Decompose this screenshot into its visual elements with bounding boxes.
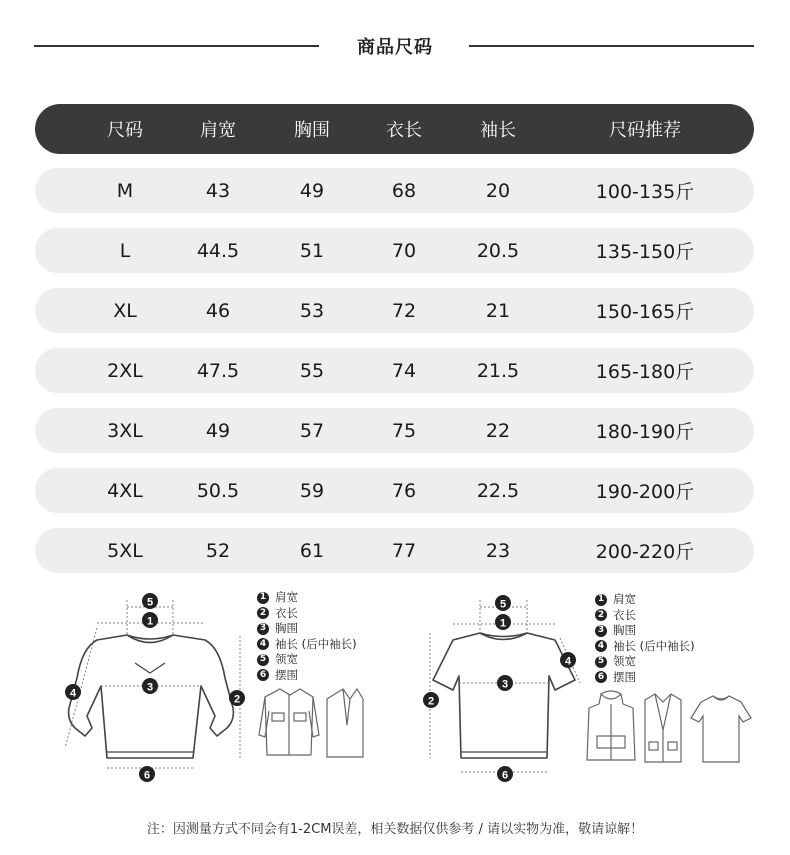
- legend-item: 3 胸围: [595, 623, 695, 639]
- cell-size: L: [119, 239, 131, 262]
- header-chest: 胸围: [294, 120, 330, 141]
- cell-recommend: 135-150斤: [595, 241, 695, 263]
- cell-chest: 57: [299, 419, 325, 442]
- legend-item: 6 摆围: [595, 670, 695, 686]
- cell-shoulder: 52: [205, 539, 231, 562]
- marker-3: [497, 675, 513, 691]
- cell-chest: 61: [299, 539, 325, 562]
- legend-item: 1 肩宽: [257, 590, 357, 606]
- cell-shoulder: 43: [205, 179, 231, 202]
- marker-1: [495, 614, 511, 630]
- page-title-row: [0, 30, 790, 60]
- cell-recommend: 200-220斤: [595, 541, 695, 563]
- cell-size: M: [116, 179, 134, 202]
- cell-chest: 53: [299, 299, 325, 322]
- table-row: [35, 408, 754, 453]
- cell-length: 76: [391, 479, 417, 502]
- table-row: [35, 468, 754, 513]
- legend-item: 2 衣长: [257, 606, 357, 622]
- svg-text:1: 1: [499, 617, 507, 630]
- cell-chest: 49: [299, 179, 325, 202]
- cell-chest: 51: [299, 239, 325, 262]
- header-recommend: 尺码推荐: [609, 120, 681, 141]
- table-row: [35, 528, 754, 573]
- cell-length: 74: [391, 359, 417, 382]
- cell-sleeve: 20: [485, 179, 511, 202]
- cell-size: 2XL: [107, 359, 143, 382]
- cell-sleeve: 22.5: [476, 479, 520, 502]
- table-row: [35, 288, 754, 333]
- marker-1: [142, 612, 158, 628]
- svg-text:2: 2: [427, 695, 435, 708]
- measure-legend-right: [595, 592, 695, 685]
- marker-4: [65, 684, 81, 700]
- legend-item: 5 领宽: [257, 652, 357, 668]
- cell-length: 75: [391, 419, 417, 442]
- cell-recommend: 150-165斤: [595, 301, 695, 323]
- svg-text:5: 5: [146, 596, 154, 609]
- cell-sleeve: 21.5: [476, 359, 520, 382]
- table-row: [35, 168, 754, 213]
- table-row: [35, 228, 754, 273]
- cell-shoulder: 50.5: [196, 479, 240, 502]
- cell-recommend: 100-135斤: [595, 181, 695, 203]
- cell-shoulder: 47.5: [196, 359, 240, 382]
- title-divider-left: [34, 45, 319, 47]
- marker-4: [560, 652, 576, 668]
- marker-5: [495, 595, 511, 611]
- cell-size: 4XL: [107, 479, 143, 502]
- cell-size: XL: [113, 299, 137, 322]
- svg-text:2: 2: [233, 693, 241, 706]
- marker-3: [142, 678, 158, 694]
- cell-sleeve: 22: [485, 419, 511, 442]
- cell-recommend: 190-200斤: [595, 481, 695, 503]
- svg-text:6: 6: [501, 769, 509, 782]
- cell-recommend: 165-180斤: [595, 361, 695, 383]
- cell-sleeve: 20.5: [476, 239, 520, 262]
- cell-chest: 59: [299, 479, 325, 502]
- header-length: 衣长: [386, 120, 422, 141]
- svg-text:3: 3: [501, 678, 509, 691]
- footnote-disclaimer: 注：因测量方式不同会有1-2CM误差，相关数据仅供参考 / 请以实物为准，敬请谅解！: [146, 822, 644, 837]
- marker-2: [229, 690, 245, 706]
- cell-sleeve: 23: [485, 539, 511, 562]
- jacket-illustration: [255, 685, 365, 765]
- sweatshirt-measure-diagram: [55, 588, 255, 788]
- marker-6: [139, 766, 155, 782]
- page-title: 商品尺码: [357, 37, 433, 58]
- cell-shoulder: 46: [205, 299, 231, 322]
- garment-illustrations: [583, 690, 758, 770]
- header-sleeve: 袖长: [480, 120, 516, 141]
- table-row: [35, 348, 754, 393]
- svg-text:4: 4: [564, 655, 572, 668]
- marker-2: [423, 692, 439, 708]
- legend-item: 1 肩宽: [595, 592, 695, 608]
- svg-text:3: 3: [146, 681, 154, 694]
- svg-text:6: 6: [143, 769, 151, 782]
- legend-item: 3 胸围: [257, 621, 357, 637]
- legend-item: 4 袖长 (后中袖长): [595, 639, 695, 655]
- cell-chest: 55: [299, 359, 325, 382]
- measure-legend-left: [257, 590, 357, 683]
- marker-5: [142, 593, 158, 609]
- marker-6: [497, 766, 513, 782]
- legend-item: 5 领宽: [595, 654, 695, 670]
- cell-length: 72: [391, 299, 417, 322]
- title-divider-right: [469, 45, 754, 47]
- cell-sleeve: 21: [485, 299, 511, 322]
- header-shoulder: 肩宽: [200, 120, 236, 141]
- svg-text:5: 5: [499, 598, 507, 611]
- cell-length: 68: [391, 179, 417, 202]
- svg-text:1: 1: [146, 615, 154, 628]
- svg-text:4: 4: [69, 687, 77, 700]
- legend-item: 4 袖长 (后中袖长): [257, 637, 357, 653]
- cell-length: 77: [391, 539, 417, 562]
- cell-size: 5XL: [107, 539, 143, 562]
- cell-size: 3XL: [107, 419, 143, 442]
- cell-shoulder: 44.5: [196, 239, 240, 262]
- size-table-header: [35, 104, 754, 154]
- cell-length: 70: [391, 239, 417, 262]
- tshirt-measure-diagram: [415, 588, 590, 788]
- header-size: 尺码: [107, 120, 143, 141]
- legend-item: 2 衣长: [595, 608, 695, 624]
- cell-shoulder: 49: [205, 419, 231, 442]
- legend-item: 6 摆围: [257, 668, 357, 684]
- cell-recommend: 180-190斤: [595, 421, 695, 443]
